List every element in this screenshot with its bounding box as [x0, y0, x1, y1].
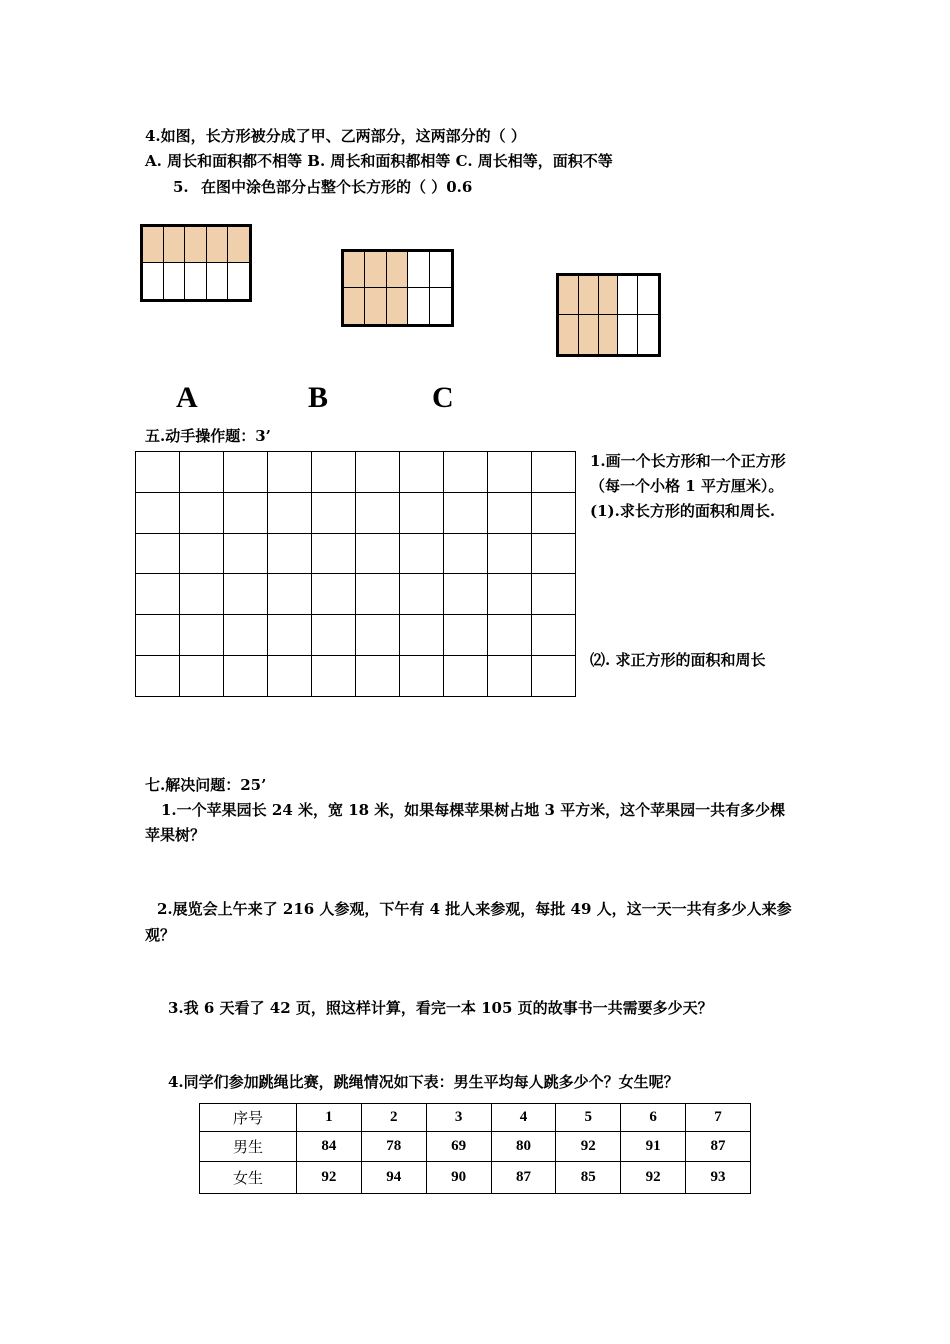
- grid-cell[interactable]: [488, 492, 532, 533]
- figure-cell: [559, 315, 579, 354]
- section5-title: 五.动手操作题：3’: [145, 427, 271, 445]
- grid-cell[interactable]: [268, 492, 312, 533]
- grid-row: [136, 656, 576, 697]
- grid-cell[interactable]: [224, 452, 268, 493]
- grid-cell[interactable]: [224, 533, 268, 574]
- grid-cell[interactable]: [488, 574, 532, 615]
- grid-cell[interactable]: [356, 492, 400, 533]
- figure-cell: [228, 227, 249, 263]
- section7-title: 七.解决问题：25’: [145, 776, 267, 794]
- table-cell: 91: [621, 1132, 686, 1162]
- grid-cell[interactable]: [488, 615, 532, 656]
- grid-cell[interactable]: [532, 492, 576, 533]
- figure-cell: [559, 276, 579, 315]
- figure-label-c: C: [432, 381, 454, 414]
- grid-cell[interactable]: [400, 533, 444, 574]
- table-cell: 80: [491, 1132, 556, 1162]
- figure-cell: [143, 263, 164, 299]
- grid-cell[interactable]: [532, 533, 576, 574]
- figure-cell: [599, 315, 619, 354]
- figure-cell: [618, 276, 638, 315]
- grid-cell[interactable]: [444, 574, 488, 615]
- figure-cell: [207, 227, 228, 263]
- table-row-boys: [200, 1132, 751, 1162]
- table-cell: 87: [686, 1132, 751, 1162]
- figure-a: [140, 224, 252, 302]
- grid-cell[interactable]: [180, 574, 224, 615]
- figure-cell: [344, 288, 365, 324]
- table-header-cell: 5: [556, 1104, 621, 1132]
- grid-cell[interactable]: [312, 615, 356, 656]
- grid-cell[interactable]: [136, 533, 180, 574]
- table-row-girls: [200, 1162, 751, 1194]
- figure-cell: [365, 288, 386, 324]
- grid-cell[interactable]: [136, 492, 180, 533]
- grid-cell[interactable]: [444, 533, 488, 574]
- figure-cell: [408, 252, 429, 288]
- row-label-boys: 男生: [200, 1132, 297, 1162]
- grid-cell[interactable]: [268, 533, 312, 574]
- grid-cell[interactable]: [136, 574, 180, 615]
- grid-cell[interactable]: [136, 656, 180, 697]
- grid-cell[interactable]: [268, 452, 312, 493]
- grid-cell[interactable]: [224, 615, 268, 656]
- drawing-grid[interactable]: [135, 451, 576, 697]
- grid-cell[interactable]: [180, 452, 224, 493]
- grid-row: [136, 533, 576, 574]
- task1-q1: (1).求长方形的面积和周长.: [590, 502, 776, 520]
- grid-cell[interactable]: [400, 656, 444, 697]
- grid-cell[interactable]: [268, 656, 312, 697]
- table-header-cell: 2: [361, 1104, 426, 1132]
- grid-cell[interactable]: [444, 492, 488, 533]
- grid-cell[interactable]: [356, 574, 400, 615]
- table-header-cell: 序号: [200, 1104, 297, 1132]
- grid-cell[interactable]: [180, 615, 224, 656]
- problem-1-line1: 1.一个苹果园长 24 米，宽 18 米，如果每棵苹果树占地 3 平方米，这个苹果园一共有多少棵: [161, 801, 786, 819]
- grid-cell[interactable]: [356, 533, 400, 574]
- figure-cell: [164, 227, 185, 263]
- figure-cell: [387, 288, 408, 324]
- grid-cell[interactable]: [268, 615, 312, 656]
- figure-b: [341, 249, 454, 327]
- grid-cell[interactable]: [312, 533, 356, 574]
- table-header-cell: 4: [491, 1104, 556, 1132]
- table-header-row: [200, 1104, 751, 1132]
- figure-cell: [618, 315, 638, 354]
- grid-cell[interactable]: [180, 533, 224, 574]
- figure-cell: [430, 252, 451, 288]
- grid-cell[interactable]: [488, 533, 532, 574]
- grid-cell[interactable]: [356, 656, 400, 697]
- table-header-cell: 1: [297, 1104, 362, 1132]
- figure-cell: [207, 263, 228, 299]
- figure-cell: [164, 263, 185, 299]
- grid-cell[interactable]: [532, 656, 576, 697]
- problem-2-line1: 2.展览会上午来了 216 人参观，下午有 4 批人来参观，每批 49 人，这一天一共有多少人来参: [157, 900, 792, 918]
- figure-cell: [430, 288, 451, 324]
- table-cell: 93: [686, 1162, 751, 1194]
- table-cell: 94: [361, 1162, 426, 1194]
- grid-row: [136, 615, 576, 656]
- grid-row: [136, 492, 576, 533]
- problem-3: 3.我 6 天看了 42 页，照这样计算，看完一本 105 页的故事书一共需要多少天？: [168, 999, 713, 1017]
- figure-cell: [143, 227, 164, 263]
- grid-cell[interactable]: [356, 452, 400, 493]
- table-cell: 92: [556, 1132, 621, 1162]
- row-label-girls: 女生: [200, 1162, 297, 1194]
- table-cell: 85: [556, 1162, 621, 1194]
- grid-cell[interactable]: [224, 574, 268, 615]
- table-cell: 84: [297, 1132, 362, 1162]
- figure-cell: [365, 252, 386, 288]
- grid-cell[interactable]: [444, 615, 488, 656]
- grid-cell[interactable]: [532, 452, 576, 493]
- figure-cell: [408, 288, 429, 324]
- table-cell: 92: [621, 1162, 686, 1194]
- figure-c: [556, 273, 661, 357]
- grid-cell[interactable]: [532, 574, 576, 615]
- problem-4: 4.同学们参加跳绳比赛，跳绳情况如下表：男生平均每人跳多少个？女生呢？: [168, 1073, 679, 1091]
- grid-cell[interactable]: [224, 656, 268, 697]
- task1-line1: 1.画一个长方形和一个正方形: [590, 452, 786, 470]
- q4-options: A. 周长和面积都不相等 B. 周长和面积都相等 C. 周长相等，面积不等: [145, 152, 613, 170]
- grid-row: [136, 452, 576, 493]
- grid-cell[interactable]: [136, 615, 180, 656]
- table-cell: 87: [491, 1162, 556, 1194]
- q4-stem: 4.如图，长方形被分成了甲、乙两部分，这两部分的（ ）: [145, 127, 526, 145]
- grid-cell[interactable]: [356, 615, 400, 656]
- grid-cell[interactable]: [312, 656, 356, 697]
- figure-label-a: A: [176, 381, 198, 414]
- grid-cell[interactable]: [268, 574, 312, 615]
- figure-cell: [344, 252, 365, 288]
- problem-1-line2: 苹果树？: [145, 826, 206, 844]
- table-cell: 78: [361, 1132, 426, 1162]
- figure-cell: [185, 227, 206, 263]
- grid-cell[interactable]: [312, 452, 356, 493]
- grid-cell[interactable]: [180, 492, 224, 533]
- figure-cell: [599, 276, 619, 315]
- task1-q2: ⑵. 求正方形的面积和周长: [590, 651, 766, 669]
- problem-2-line2: 观？: [145, 926, 176, 944]
- table-cell: 90: [426, 1162, 491, 1194]
- table-cell: 69: [426, 1132, 491, 1162]
- figure-cell: [638, 315, 658, 354]
- figure-cell: [579, 315, 599, 354]
- grid-cell[interactable]: [312, 574, 356, 615]
- figure-label-b: B: [308, 381, 329, 414]
- grid-cell[interactable]: [444, 452, 488, 493]
- figure-cell: [185, 263, 206, 299]
- grid-cell[interactable]: [488, 656, 532, 697]
- table-header-cell: 7: [686, 1104, 751, 1132]
- table-cell: 92: [297, 1162, 362, 1194]
- table-header-cell: 6: [621, 1104, 686, 1132]
- task1-line2: （每一个小格 1 平方厘米）。: [590, 477, 784, 495]
- grid-cell[interactable]: [136, 452, 180, 493]
- grid-cell[interactable]: [488, 452, 532, 493]
- grid-cell[interactable]: [400, 452, 444, 493]
- grid-cell[interactable]: [400, 492, 444, 533]
- figure-cell: [579, 276, 599, 315]
- grid-cell[interactable]: [532, 615, 576, 656]
- figure-cell: [387, 252, 408, 288]
- q5-stem: 在图中涂色部分占整个长方形的（ ）0.6: [201, 178, 473, 196]
- grid-cell[interactable]: [400, 574, 444, 615]
- figure-cell: [228, 263, 249, 299]
- figure-cell: [638, 276, 658, 315]
- table-header-cell: 3: [426, 1104, 491, 1132]
- grid-cell[interactable]: [400, 615, 444, 656]
- grid-cell[interactable]: [180, 656, 224, 697]
- grid-cell[interactable]: [312, 492, 356, 533]
- grid-row: [136, 574, 576, 615]
- grid-cell[interactable]: [224, 492, 268, 533]
- grid-cell[interactable]: [444, 656, 488, 697]
- jump-rope-table: [199, 1103, 751, 1194]
- q5-number: 5.: [173, 178, 189, 196]
